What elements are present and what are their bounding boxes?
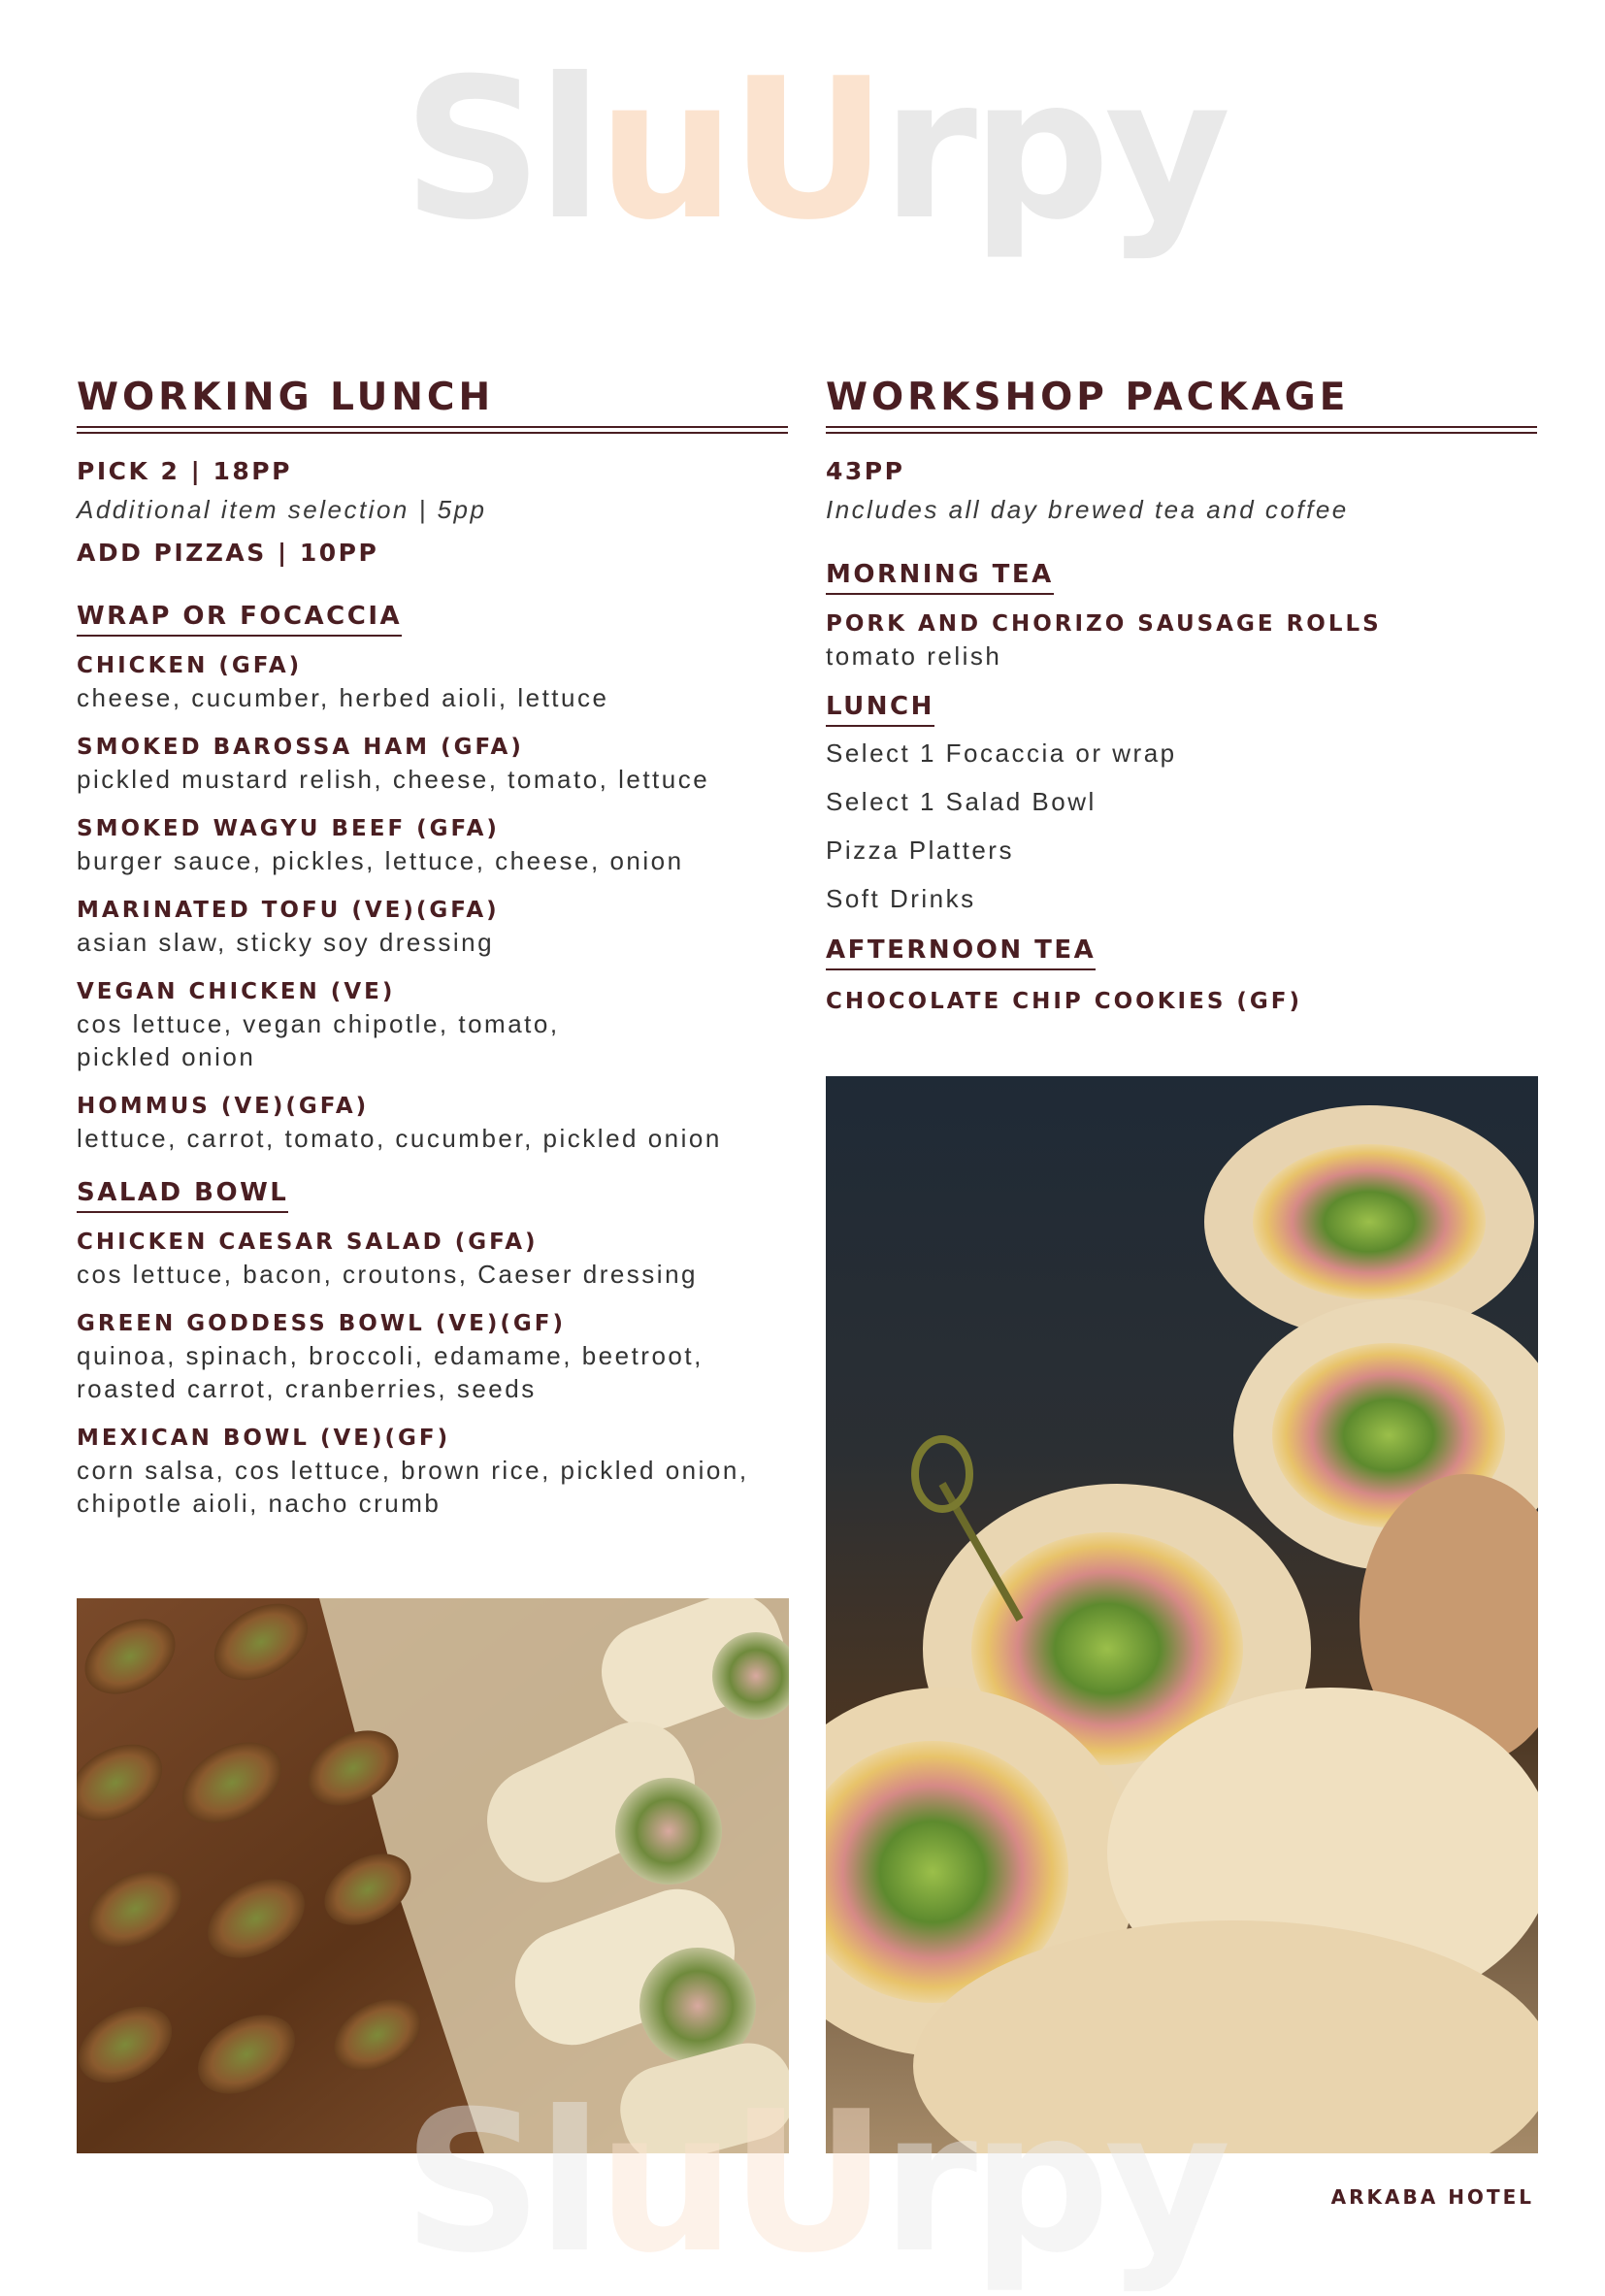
workshop-package-price: 43PP: [826, 457, 905, 485]
salad-item: [77, 1308, 788, 1405]
item-name: CHICKEN (GFA): [77, 653, 303, 678]
item-name: SMOKED BAROSSA HAM (GFA): [77, 735, 524, 760]
item-desc: tomato relish: [826, 641, 1002, 671]
afternoon-tea-item: CHOCOLATE CHIP COOKIES (GF): [826, 989, 1303, 1014]
wrap-item: [77, 650, 788, 714]
item-desc: cos lettuce, bacon, croutons, Caeser dressing: [77, 1260, 699, 1289]
food-photo-wraps-closeup: [826, 1076, 1538, 2153]
working-lunch-title: WORKING LUNCH: [77, 376, 495, 419]
footer-brand: ARKABA HOTEL: [1330, 2185, 1534, 2209]
wrap-item: [77, 813, 788, 877]
title-divider: [77, 426, 788, 434]
watermark-logo: SluUrpy: [403, 2070, 1226, 2296]
item-name: HOMMUS (VE)(GFA): [77, 1094, 370, 1119]
working-lunch-price: PICK 2 | 18PP: [77, 457, 292, 485]
morning-tea-item: [826, 608, 1537, 672]
lunch-title: LUNCH: [826, 692, 934, 727]
wrap-item: [77, 895, 788, 959]
item-desc: pickled mustard relish, cheese, tomato, lettuce: [77, 765, 710, 794]
morning-tea-title: MORNING TEA: [826, 560, 1054, 595]
item-name: SMOKED WAGYU BEEF (GFA): [77, 816, 500, 841]
workshop-package-column: [826, 374, 1537, 1017]
item-desc: asian slaw, sticky soy dressing: [77, 928, 495, 957]
wrap-item: [77, 732, 788, 796]
item-desc: corn salsa, cos lettuce, brown rice, pickled onion,: [77, 1456, 749, 1485]
item-desc: chipotle aioli, nacho crumb: [77, 1489, 442, 1518]
item-desc: cos lettuce, vegan chipotle, tomato,: [77, 1009, 560, 1038]
item-desc: lettuce, carrot, tomato, cucumber, pickled onion: [77, 1124, 722, 1153]
lunch-item: Soft Drinks: [826, 884, 976, 913]
wrap-item: [77, 1091, 788, 1155]
item-desc: burger sauce, pickles, lettuce, cheese, onion: [77, 846, 684, 875]
item-name: GREEN GODDESS BOWL (VE)(GF): [77, 1311, 566, 1336]
lunch-item: Pizza Platters: [826, 836, 1014, 865]
item-name: VEGAN CHICKEN (VE): [77, 979, 396, 1004]
salad-item: [77, 1227, 788, 1291]
salad-section-title: SALAD BOWL: [77, 1178, 288, 1213]
item-desc: cheese, cucumber, herbed aioli, lettuce: [77, 683, 609, 712]
add-pizzas-price: ADD PIZZAS | 10PP: [77, 539, 379, 567]
item-name: CHICKEN CAESAR SALAD (GFA): [77, 1230, 539, 1255]
workshop-package-note: Includes all day brewed tea and coffee: [826, 495, 1349, 524]
item-desc: quinoa, spinach, broccoli, edamame, beetroot,: [77, 1341, 704, 1370]
item-desc: roasted carrot, cranberries, seeds: [77, 1374, 537, 1403]
afternoon-tea-title: AFTERNOON TEA: [826, 935, 1096, 970]
working-lunch-column: [77, 374, 788, 1520]
lunch-item: Select 1 Salad Bowl: [826, 787, 1097, 816]
workshop-package-title: WORKSHOP PACKAGE: [826, 376, 1350, 419]
item-name: MEXICAN BOWL (VE)(GF): [77, 1426, 451, 1451]
salad-item: [77, 1423, 788, 1520]
item-name: PORK AND CHORIZO SAUSAGE ROLLS: [826, 611, 1382, 637]
lunch-item: Select 1 Focaccia or wrap: [826, 738, 1177, 768]
item-name: MARINATED TOFU (VE)(GFA): [77, 898, 500, 923]
watermark-logo: SluUrpy: [403, 37, 1226, 263]
wrap-section-title: WRAP OR FOCACCIA: [77, 602, 402, 637]
item-desc: pickled onion: [77, 1042, 256, 1071]
title-divider: [826, 426, 1537, 434]
wrap-item: [77, 976, 788, 1073]
working-lunch-note: Additional item selection | 5pp: [77, 495, 487, 524]
